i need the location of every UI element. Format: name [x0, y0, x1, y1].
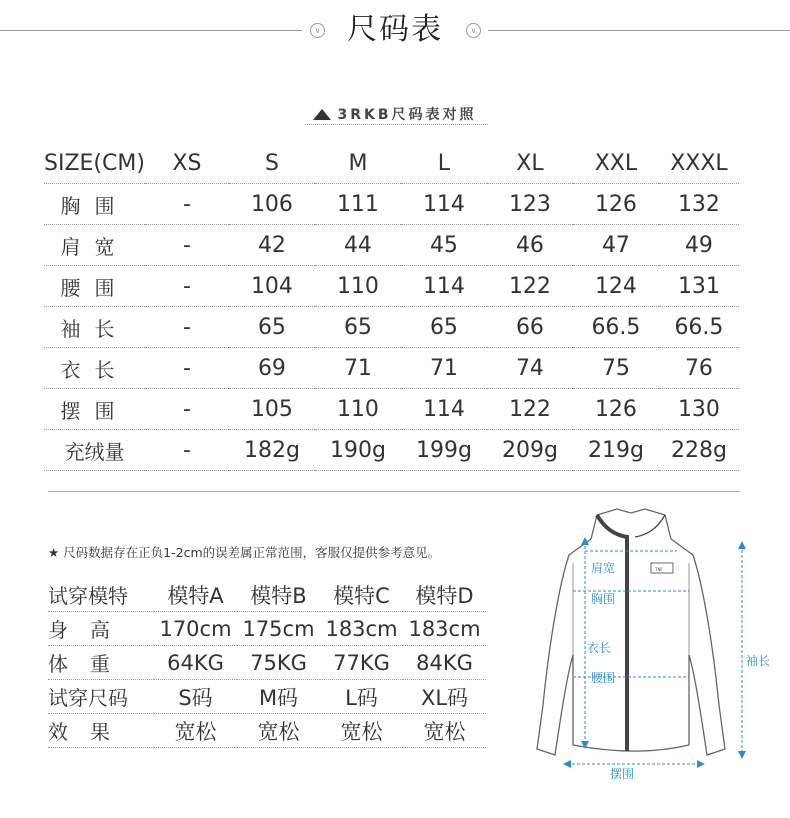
- table-row: [44, 348, 739, 389]
- table-cell: 209g: [487, 430, 573, 471]
- table-row: [44, 184, 739, 225]
- table-cell: 199g: [401, 430, 487, 471]
- label-waist: 腰围: [591, 671, 616, 685]
- header-line-right: [488, 30, 790, 31]
- table-row: [44, 307, 739, 348]
- row-label: 效果: [48, 714, 154, 748]
- table-cell: 65: [315, 307, 401, 348]
- table-cell: 66.5: [659, 307, 739, 348]
- table-cell: 75: [573, 348, 659, 389]
- table-cell: 模特A: [154, 578, 237, 612]
- table-cell: 122: [487, 266, 573, 307]
- table-cell: 71: [315, 348, 401, 389]
- table-row: [48, 578, 486, 612]
- table-cell: 宽松: [154, 714, 237, 748]
- size-note: ★ 尺码数据存在正负1-2cm的误差属正常范围，客服仅提供参考意见。: [48, 545, 441, 560]
- table-cell: 114: [401, 184, 487, 225]
- chevron-down-icon: ∨: [310, 23, 325, 38]
- table-row: [44, 225, 739, 266]
- subtitle-underline: [305, 124, 488, 125]
- table-cell: 170cm: [154, 612, 237, 646]
- table-cell: 65: [229, 307, 315, 348]
- size-table: [44, 143, 739, 471]
- column-header: L: [401, 143, 487, 184]
- column-header: XXXL: [659, 143, 739, 184]
- table-cell: 190g: [315, 430, 401, 471]
- subtitle-text: 3RKB尺码表对照: [337, 107, 477, 123]
- table-cell: 76: [659, 348, 739, 389]
- table-cell: 84KG: [403, 646, 486, 680]
- column-header: S: [229, 143, 315, 184]
- svg-text:TNF: TNF: [655, 567, 663, 572]
- label-chest: 胸围: [591, 592, 616, 606]
- table-cell: 126: [573, 184, 659, 225]
- column-header: M: [315, 143, 401, 184]
- table-cell: -: [145, 389, 229, 430]
- table-cell: 122: [487, 389, 573, 430]
- table-cell: 219g: [573, 430, 659, 471]
- row-label: 衣长: [44, 348, 145, 389]
- table-cell: 模特C: [320, 578, 403, 612]
- table-cell: 111: [315, 184, 401, 225]
- row-label: 袖长: [44, 307, 145, 348]
- row-label: 肩宽: [44, 225, 145, 266]
- table-cell: 183cm: [320, 612, 403, 646]
- table-cell: 65: [401, 307, 487, 348]
- table-cell: 64KG: [154, 646, 237, 680]
- row-label: 摆围: [44, 389, 145, 430]
- table-cell: 66.5: [573, 307, 659, 348]
- table-cell: 110: [315, 266, 401, 307]
- mountain-icon: [313, 109, 331, 120]
- table-cell: -: [145, 225, 229, 266]
- chevron-down-icon: ∨: [466, 23, 481, 38]
- table-row: [44, 430, 739, 471]
- table-cell: 71: [401, 348, 487, 389]
- table-cell: 126: [573, 389, 659, 430]
- table-cell: 宽松: [237, 714, 320, 748]
- table-row: [48, 612, 486, 646]
- column-header: SIZE(CM): [44, 143, 145, 184]
- table-cell: 74: [487, 348, 573, 389]
- table-cell: 123: [487, 184, 573, 225]
- table-cell: 77KG: [320, 646, 403, 680]
- row-label: 腰围: [44, 266, 145, 307]
- table-cell: 175cm: [237, 612, 320, 646]
- table-cell: 114: [401, 389, 487, 430]
- table-cell: -: [145, 307, 229, 348]
- table-cell: -: [145, 430, 229, 471]
- table-cell: 75KG: [237, 646, 320, 680]
- table-cell: 182g: [229, 430, 315, 471]
- row-label: 试穿尺码: [48, 680, 154, 714]
- table-cell: 114: [401, 266, 487, 307]
- table-cell: 模特B: [237, 578, 320, 612]
- table-cell: S码: [154, 680, 237, 714]
- table-cell: -: [145, 348, 229, 389]
- table-cell: 47: [573, 225, 659, 266]
- table-cell: 45: [401, 225, 487, 266]
- table-cell: 104: [229, 266, 315, 307]
- table-row: [48, 680, 486, 714]
- row-label: 充绒量: [44, 430, 145, 471]
- row-label: 身高: [48, 612, 154, 646]
- table-cell: 42: [229, 225, 315, 266]
- table-cell: 106: [229, 184, 315, 225]
- table-cell: 69: [229, 348, 315, 389]
- table-row: [44, 389, 739, 430]
- jacket-outline: [537, 509, 725, 755]
- table-cell: 模特D: [403, 578, 486, 612]
- table-cell: 130: [659, 389, 739, 430]
- table-cell: 131: [659, 266, 739, 307]
- table-cell: 宽松: [403, 714, 486, 748]
- table-cell: 124: [573, 266, 659, 307]
- column-header: XXL: [573, 143, 659, 184]
- table-cell: 49: [659, 225, 739, 266]
- table-cell: -: [145, 266, 229, 307]
- table-cell: 宽松: [320, 714, 403, 748]
- table-cell: -: [145, 184, 229, 225]
- table-cell: M码: [237, 680, 320, 714]
- label-length: 衣长: [587, 641, 612, 655]
- page-title: 尺码表: [347, 12, 443, 47]
- jacket-diagram: [505, 505, 771, 790]
- table-row: [44, 266, 739, 307]
- label-sleeve: 袖长: [746, 654, 771, 668]
- table-cell: 183cm: [403, 612, 486, 646]
- table-cell: 66: [487, 307, 573, 348]
- model-table: [48, 578, 486, 748]
- column-header: XL: [487, 143, 573, 184]
- table-subtitle: [0, 104, 790, 124]
- table-cell: 105: [229, 389, 315, 430]
- label-hem: 摆围: [610, 767, 635, 781]
- section-divider: [48, 491, 740, 492]
- table-cell: XL码: [403, 680, 486, 714]
- table-cell: 110: [315, 389, 401, 430]
- row-label: 试穿模特: [48, 578, 154, 612]
- table-cell: 228g: [659, 430, 739, 471]
- table-cell: 132: [659, 184, 739, 225]
- table-row: [48, 714, 486, 748]
- table-row: [48, 646, 486, 680]
- label-shoulder: 肩宽: [591, 561, 616, 575]
- table-cell: 46: [487, 225, 573, 266]
- table-cell: 44: [315, 225, 401, 266]
- table-cell: L码: [320, 680, 403, 714]
- row-label: 胸围: [44, 184, 145, 225]
- size-table-header: [44, 143, 739, 184]
- row-label: 体重: [48, 646, 154, 680]
- column-header: XS: [145, 143, 229, 184]
